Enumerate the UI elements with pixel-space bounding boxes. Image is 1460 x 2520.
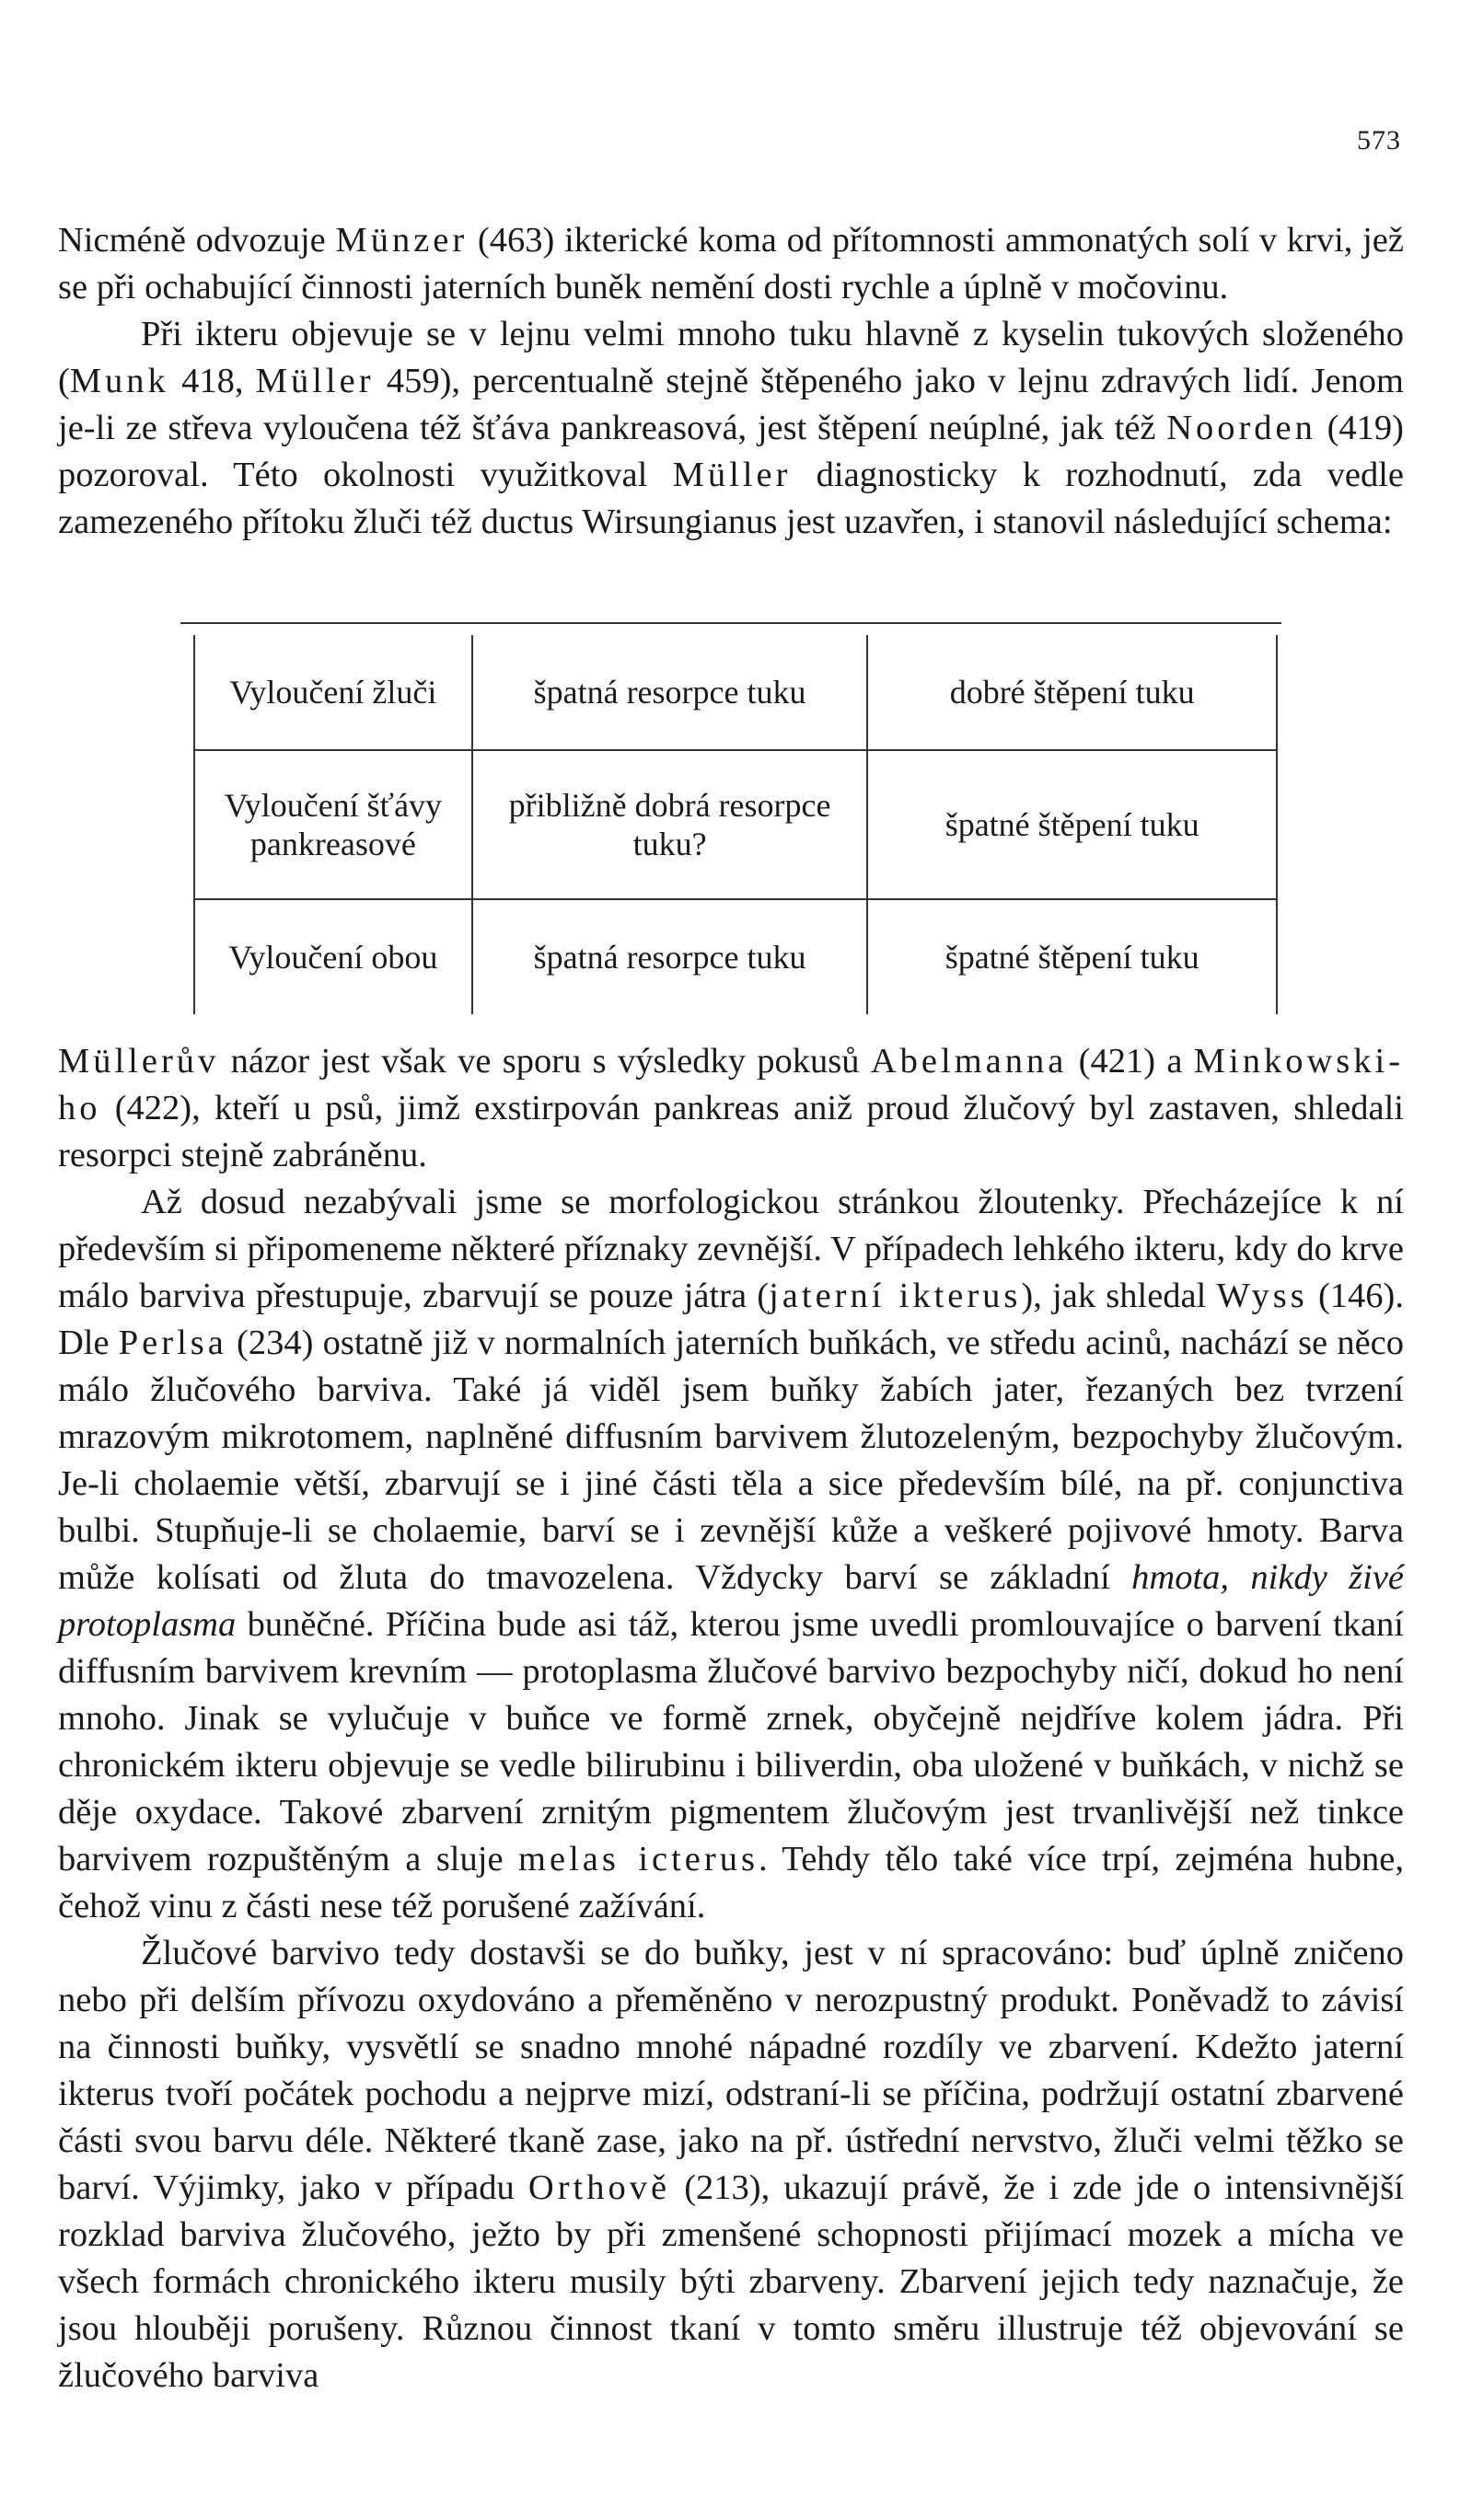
paragraph — [58, 311, 1404, 546]
text-run: (146). Dle — [58, 1277, 1404, 1362]
page-number: 573 — [1357, 125, 1401, 156]
table-cell: Vyloučení šťávy pankreasové — [194, 750, 472, 899]
text-run: Při ikteru objevuje se v lejnu velmi mnoho tuku hlavně z kyselin tukových složeného ( — [58, 315, 1404, 400]
paragraph — [58, 1038, 1404, 1179]
spaced-name: Orthově — [527, 2168, 671, 2207]
table-row — [194, 635, 1277, 750]
spaced-name: Abelmanna — [870, 1042, 1068, 1081]
text-run: (213), ukazují právě, že i zde jde o intensivnější rozklad barviva žlučového, ježto by při zmenšené schopnosti přijímací mozek a mícha ve všech formách chronického ikteru musily býti zbarveny. Zbarvení jejich tedy naznačuje, že jsou hlouběji porušeny. Různou činnost tkaní v tomto směru illustruje též objevování se žlučového barviva — [58, 2168, 1404, 2395]
table-top-rule — [180, 622, 1281, 624]
spaced-name: Müllerův — [58, 1042, 220, 1081]
spaced-name: melas icterus — [518, 1840, 759, 1878]
spaced-name: Müller — [255, 362, 375, 400]
table-cell: špatná resorpce tuku — [472, 899, 868, 1014]
table-cell: špatná resorpce tuku — [472, 635, 868, 750]
text-run: názor jest však ve sporu s výsledky pokusů — [219, 1042, 871, 1081]
paragraph — [58, 1179, 1404, 1930]
schema-table — [193, 635, 1278, 1014]
text-run: buněčné. Příčina bude asi táž, kterou jsme uvedli promlouvajíce o barvení tkaní diffusním barvivem krevním — protoplasma žlučové barvivo bezpochyby ničí, dokud ho není mnoho. Jinak se vylučuje v buňce ve formě zrnek, obyčejně nejdříve kolem jádra. Při chronickém ikteru objevuje se vedle bilirubinu i biliverdin, oba uložené v buňkách, v nichž se děje oxydace. Takové zbarvení zrnitým pigmentem žlučovým jest trvanlivější než tinkce barvivem rozpuštěným a sluje — [58, 1605, 1404, 1878]
paragraph — [58, 217, 1404, 311]
spaced-name: Müller — [672, 456, 792, 494]
text-run: Nicméně odvozuje — [58, 221, 336, 260]
text-block-bottom — [58, 1038, 1404, 2399]
text-block-top — [58, 217, 1404, 546]
text-run: (421) a — [1067, 1042, 1194, 1081]
text-run: Žlučové barvivo tedy dostavši se do buňky, jest v ní spracováno: buď úplně zničeno nebo při delším přívozu oxydováno a přeměněno v nerozpustný produkt. Poněvadž to závisí na činnosti buňky, vysvětlí se snadno mnohé nápadné rozdíly ve zbarvení. Kdežto jaterní ikterus tvoří počátek pochodu a nejprve mizí, odstraní-li se příčina, podržují ostatní zbarvené části svou barvu déle. Některé tkaně zase, jako na př. ústřední nervstvo, žluči velmi těžko se barví. Výjimky, jako v případu — [58, 1934, 1404, 2207]
table-row — [194, 899, 1277, 1014]
text-run: (422), kteří u psů, jimž exstirpován pankreas aniž proud žlučový byl zastaven, shledali resorpci stejně zabráněnu. — [58, 1089, 1404, 1174]
table-cell: Vyloučení žluči — [194, 635, 472, 750]
spaced-name: Münzer — [335, 221, 469, 260]
spaced-name: jaterní ikterus — [769, 1277, 1022, 1315]
spaced-name: Minkowski-ho — [58, 1042, 1405, 1127]
table-cell: špatné štěpení tuku — [867, 750, 1277, 899]
text-run: Až dosud nezabývali jsme se morfologickou stránkou žloutenky. Přecházejíce k ní především si připomeneme některé příznaky zevnější. V případech lehkého ikteru, kdy do krve málo barviva přestupuje, zbarvují se pouze játra ( — [58, 1183, 1404, 1315]
table-row — [194, 750, 1277, 899]
text-run: (419) pozoroval. Této okolnosti využitkoval — [58, 409, 1404, 494]
table-cell: dobré štěpení tuku — [867, 635, 1277, 750]
text-run: 418, — [168, 362, 256, 400]
text-run: diagnosticky k rozhodnutí, zda vedle zamezeného přítoku žluči též ductus Wirsungianus jest uzavřen, i stanovil následující schema: — [58, 456, 1404, 541]
italic-text: hmota, nikdy živé protoplasma — [58, 1558, 1404, 1644]
table-cell: špatné štěpení tuku — [867, 899, 1277, 1014]
spaced-name: Noorden — [1166, 409, 1316, 447]
spaced-name: Wyss — [1216, 1277, 1308, 1315]
spaced-name: Perlsa — [118, 1324, 227, 1362]
text-run: (463) ikterické koma od přítomnosti ammonatých solí v krvi, jež se při ochabující činnosti jaterních buněk nemění dosti rychle a úplně v močovinu. — [58, 221, 1404, 306]
paragraph — [58, 1930, 1404, 2399]
text-run: ), jak shledal — [1021, 1277, 1217, 1315]
text-run: (234) ostatně již v normalních jaterních buňkách, ve středu acinů, nachází se něco málo žlučového barviva. Také já viděl jsem buňky žabích jater, řezaných bez tvrzení mrazovým mikrotomem, naplněné diffusním barvivem žlutozeleným, bezpochyby žlučovým. Je-li cholaemie větší, zbarvují se i jiné části těla a sice především bílé, na př. conjunctiva bulbi. Stupňuje-li se cholaemie, barví se i zevnější kůže a veškeré pojivové hmoty. Barva může kolísati od žluta do tmavozelena. Vždycky barví se základní — [58, 1324, 1404, 1597]
text-run: . Tehdy tělo také více trpí, zejména hubne, čehož vinu z části nese též porušené zažívání. — [58, 1840, 1404, 1925]
text-run: 459), percentualně stejně štěpeného jako v lejnu zdravých lidí. Jenom je-li ze střeva vyloučena též šťáva pankreasová, jest štěpení neúplné, jak též — [58, 362, 1404, 447]
table-cell: Vyloučení obou — [194, 899, 472, 1014]
spaced-name: Munk — [69, 362, 169, 400]
table-cell: přibližně dobrá resorpce tuku? — [472, 750, 868, 899]
